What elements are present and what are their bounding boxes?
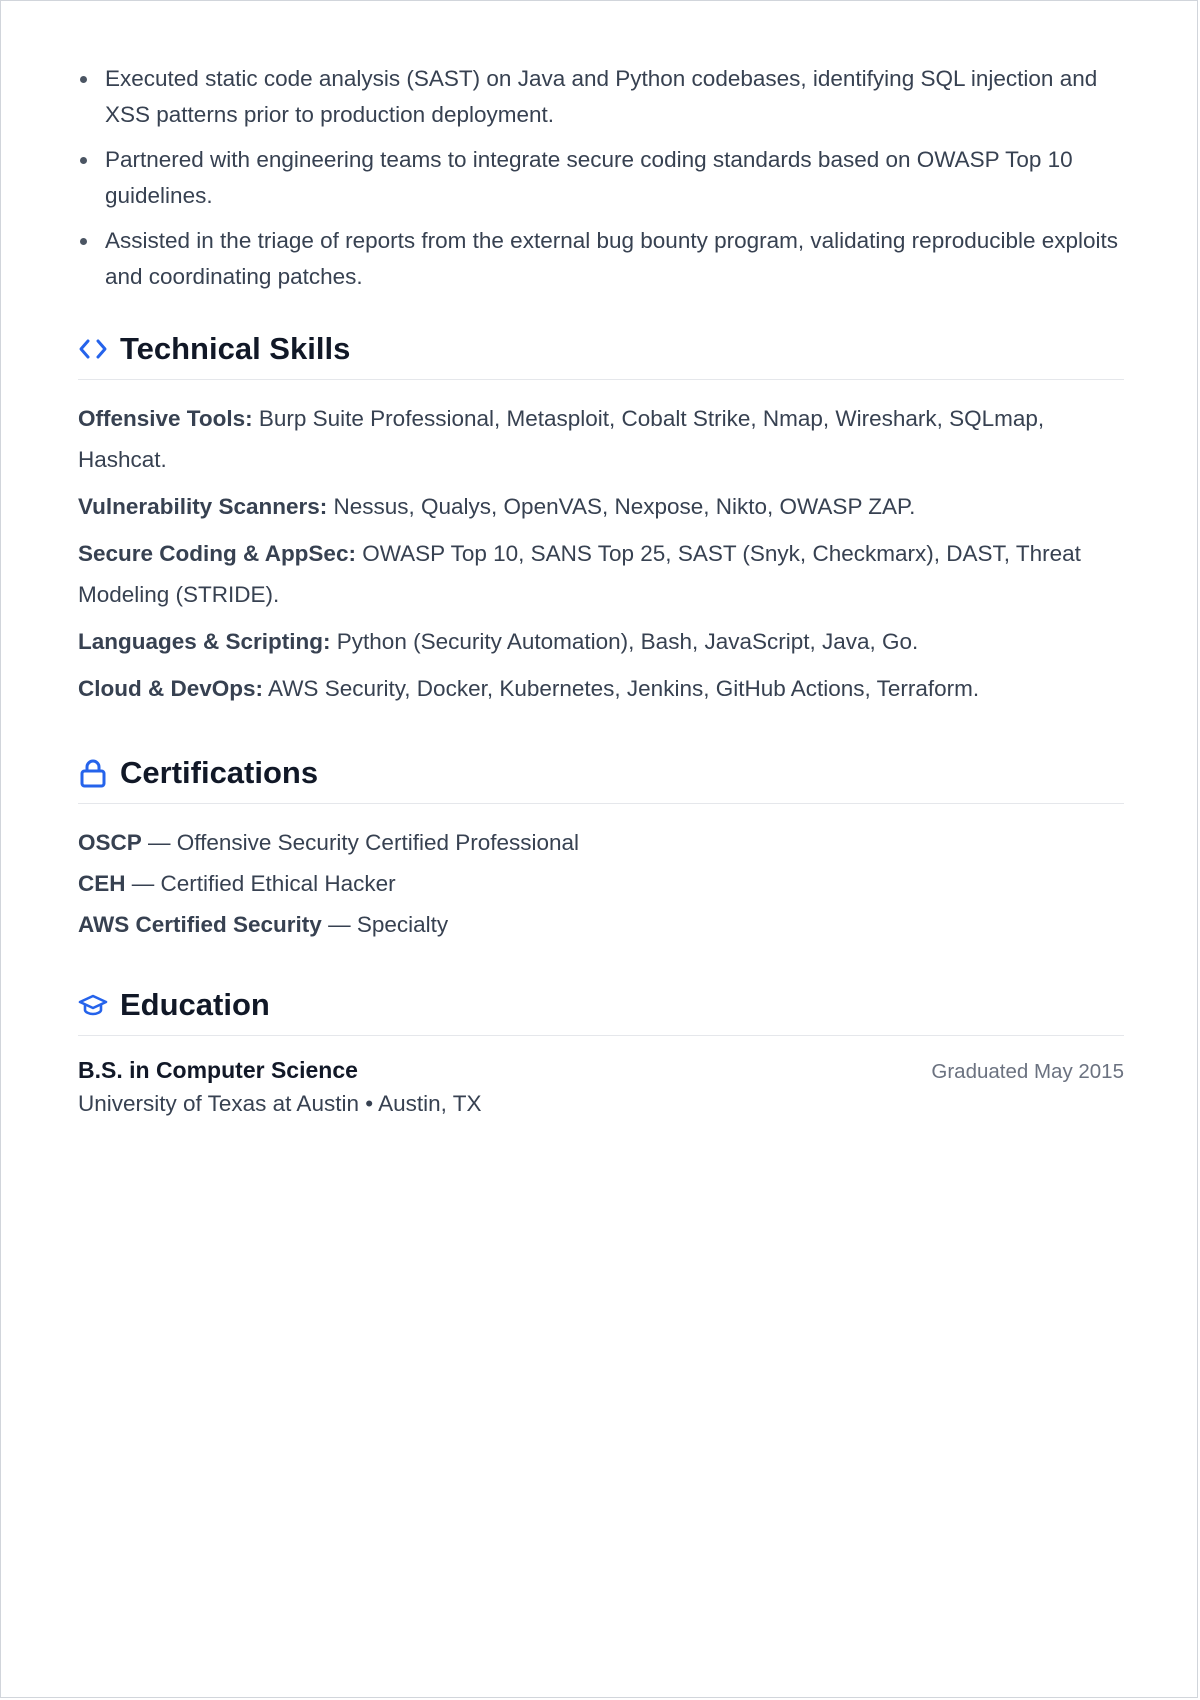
bullet-icon bbox=[80, 76, 87, 83]
skill-value: Nessus, Qualys, OpenVAS, Nexpose, Nikto, OWASP ZAP. bbox=[327, 494, 916, 519]
skill-label: Secure Coding & AppSec: bbox=[78, 541, 356, 566]
certification-name: OSCP bbox=[78, 830, 142, 855]
skill-row bbox=[78, 533, 1124, 615]
skill-row bbox=[78, 398, 1124, 480]
resume-content bbox=[78, 61, 1124, 1120]
education-section bbox=[78, 985, 1124, 1120]
skill-value: Burp Suite Professional, Metasploit, Cobalt Strike, Nmap, Wireshark, SQLmap, Hashcat. bbox=[78, 406, 1045, 472]
skill-value: AWS Security, Docker, Kubernetes, Jenkins, GitHub Actions, Terraform. bbox=[263, 676, 980, 701]
certifications-section bbox=[78, 753, 1124, 945]
lock-icon bbox=[78, 758, 108, 788]
bullet-text: Partnered with engineering teams to integrate secure coding standards based on OWASP Top 10 guidelines. bbox=[105, 147, 1073, 208]
section-title: Technical Skills bbox=[120, 331, 351, 366]
certifications-heading bbox=[78, 753, 1124, 804]
skills-heading bbox=[78, 329, 1124, 380]
skill-label: Offensive Tools: bbox=[78, 406, 253, 431]
certification-name: AWS Certified Security bbox=[78, 912, 322, 937]
list-item bbox=[78, 223, 1124, 295]
skills-list bbox=[78, 398, 1124, 709]
skill-value: OWASP Top 10, SANS Top 25, SAST (Snyk, Checkmarx), DAST, Threat Modeling (STRIDE). bbox=[78, 541, 1081, 607]
certification-name: CEH bbox=[78, 871, 126, 896]
graduation-cap-icon bbox=[78, 990, 108, 1020]
certification-desc: — Offensive Security Certified Professional bbox=[141, 830, 580, 855]
skill-label: Vulnerability Scanners: bbox=[78, 494, 328, 519]
school-location: University of Texas at Austin • Austin, TX bbox=[78, 1091, 482, 1116]
certification-desc: — Certified Ethical Hacker bbox=[125, 871, 396, 896]
education-heading bbox=[78, 985, 1124, 1036]
section-title: Certifications bbox=[120, 755, 319, 790]
list-item bbox=[78, 142, 1124, 214]
degree-title: B.S. in Computer Science bbox=[78, 1057, 358, 1083]
bullet-text: Assisted in the triage of reports from the external bug bounty program, validating reproducible exploits and coordinating patches. bbox=[105, 228, 1119, 289]
certification-row bbox=[78, 863, 1124, 904]
certification-row bbox=[78, 904, 1124, 945]
skill-label: Cloud & DevOps: bbox=[78, 676, 264, 701]
skill-label: Languages & Scripting: bbox=[78, 629, 331, 654]
section-title: Education bbox=[120, 987, 270, 1022]
code-icon bbox=[78, 334, 108, 364]
certification-row bbox=[78, 822, 1124, 863]
bullet-text: Executed static code analysis (SAST) on Java and Python codebases, identifying SQL injection and XSS patterns prior to production deployment. bbox=[105, 66, 1098, 127]
skill-value: Python (Security Automation), Bash, JavaScript, Java, Go. bbox=[330, 629, 919, 654]
skill-row bbox=[78, 668, 1124, 709]
certifications-list bbox=[78, 822, 1124, 945]
skill-row bbox=[78, 621, 1124, 662]
list-item bbox=[78, 61, 1124, 133]
certification-desc: — Specialty bbox=[321, 912, 449, 937]
skill-row bbox=[78, 486, 1124, 527]
bullet-icon bbox=[80, 157, 87, 164]
education-row bbox=[78, 1054, 1124, 1088]
experience-bullet-list bbox=[78, 61, 1124, 295]
skills-section bbox=[78, 329, 1124, 709]
bullet-icon bbox=[80, 238, 87, 245]
graduation-date: Graduated May 2015 bbox=[931, 1060, 1124, 1083]
